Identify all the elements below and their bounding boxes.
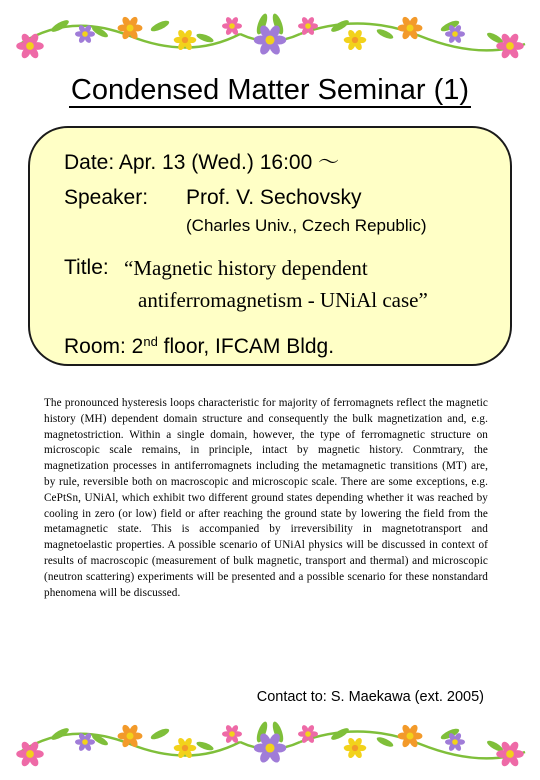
talk-title-line1: “Magnetic history dependent	[124, 256, 368, 280]
flower-icon	[16, 740, 44, 768]
leaf-icon	[195, 740, 214, 752]
flower-icon	[222, 724, 242, 744]
leaf-icon	[149, 727, 170, 742]
seminar-title-text: Condensed Matter Seminar (1)	[70, 74, 470, 106]
flower-icon	[16, 32, 44, 60]
speaker-label: Speaker:	[64, 186, 149, 209]
flower-icon	[222, 16, 242, 36]
room-ordinal: nd	[143, 334, 158, 349]
talk-title-line2: antiferromagnetism - UNiAl case”	[138, 288, 428, 312]
flower-icon	[496, 32, 524, 60]
speaker-affiliation: (Charles Univ., Czech Republic)	[186, 216, 427, 235]
leaf-icon	[376, 735, 395, 748]
leaf-icon	[195, 32, 214, 44]
flower-icon	[344, 29, 366, 52]
info-box	[28, 126, 512, 366]
room-line	[64, 334, 334, 359]
flower-icon	[496, 740, 524, 768]
seminar-title	[0, 70, 540, 110]
flower-icon	[344, 737, 366, 760]
date-line: Date: Apr. 13 (Wed.) 16:00 〜	[64, 151, 340, 174]
speaker-name: Prof. V. Sechovsky	[186, 186, 362, 209]
floral-garland-top	[0, 4, 540, 64]
room-suffix: floor, IFCAM Bldg.	[157, 335, 335, 358]
floral-garland-bottom	[0, 712, 540, 772]
title-label: Title:	[64, 256, 109, 279]
room-prefix: Room: 2	[64, 335, 144, 358]
leaf-icon	[149, 19, 170, 34]
contact-line: Contact to: S. Maekawa (ext. 2005)	[256, 689, 484, 705]
abstract-text: The pronounced hysteresis loops characteristic for majority of ferromagnets reflect the magnetic history (MH) dependent domain structure and consequently the bulk magnetization and, e.g. magnetostriction. Within a single domain, however, the type of ferromagnetic structure on microscopic scale remains, in principle, intact by magnetic history. Conmtrary, the magnetization processes in antiferromagnets including the metamagnetic transitions (MT) are, by rule, reversible both on macroscopic and microscopic scale. There are some exceptions, e.g. CePtSn, UNiAl, which exhibit two different ground states depending whether it was reached by cooling in zero (or low) field or after reaching the ground state by lowering the field from the metamagnetic state. This is accompanied by irreversibility in magnetotransport and magnetoelastic properties. A possible scenario of UNiAl physics will be discussed in context of results of macroscopic (measurement of bulk magnetic, transport and thermal) and microscopic (neutron scattering) experiments will be presented and a possible scenario for these nonstandard phenomena will be discussed.	[44, 397, 488, 599]
leaf-icon	[376, 27, 395, 40]
